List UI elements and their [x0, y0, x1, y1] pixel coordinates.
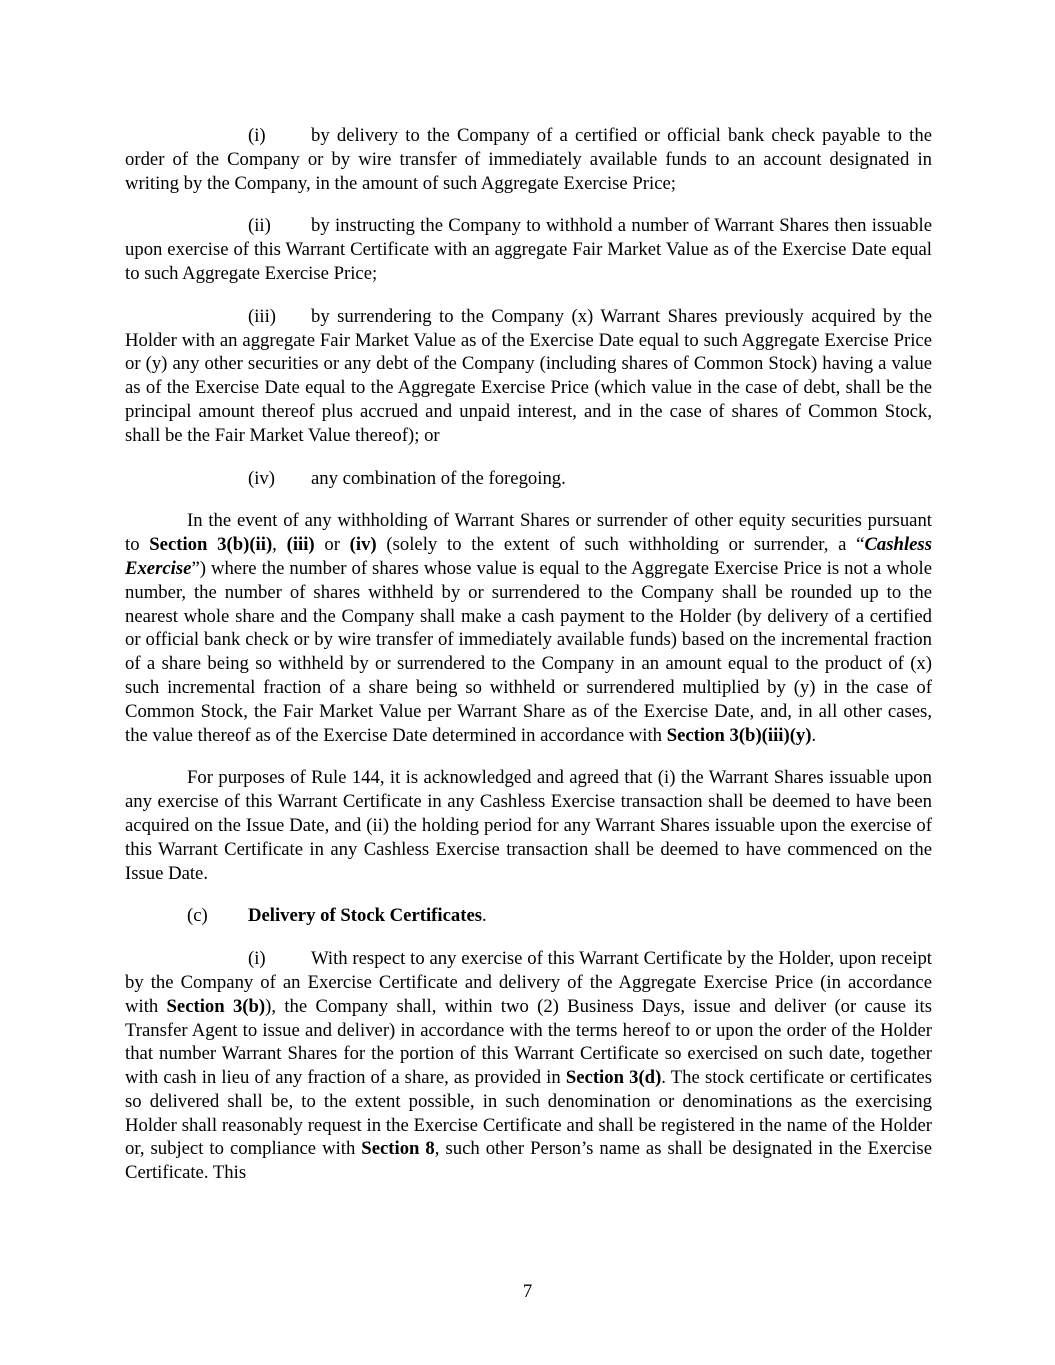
- section-ref: Section 3(b)(iii)(y): [666, 724, 812, 746]
- page-number: 7: [522, 1281, 533, 1302]
- text-run: ), the Company shall, within two (2) Business Days, issue and deliver (or cause its Transfer Agent to issue and deliver) in accordance with the terms hereof to or upon the order of the Holder that number Warrant Shares for the portion of this Warrant Certificate so exercised on such date, together with cash in lieu of any fraction of a share, as provided in: [125, 995, 932, 1089]
- section-ref: Section 3(b): [166, 995, 266, 1017]
- text-run: .: [811, 724, 817, 746]
- text-run: . The stock certificate or certificates so delivered shall be, to the extent possible, in such denomination or denominations as the exercising Holder shall reasonably request in the Exercise Certificate and shall be registered in the name of the Holder or, subject to compliance with: [125, 1067, 932, 1160]
- section-ref: Section 3(d): [565, 1067, 662, 1089]
- section-ref: Section 8: [361, 1138, 435, 1160]
- clause-text: by delivery to the Company of a certified or official bank check payable to the order of the Company or by wire transfer of immediately available funds to an account designated in writing by the Company, in the amount of such Aggregate Exercise Price;: [125, 125, 932, 194]
- clause-label: (i): [248, 125, 266, 146]
- text-run: .: [482, 905, 487, 927]
- clause-b-iii: [125, 305, 932, 448]
- defined-term: Cashless Exercise: [125, 534, 932, 579]
- clause-b-iv: [125, 467, 932, 491]
- paragraph-text: For purposes of Rule 144, it is acknowledged and agreed that (i) the Warrant Shares issuable upon any exercise of this Warrant Certificate in any Cashless Exercise transaction shall be deemed to have been acquired on the Issue Date, and (ii) the holding period for any Warrant Shares issuable upon the exercise of this Warrant Certificate in any Cashless Exercise transaction shall be deemed to have commenced on the Issue Date.: [125, 767, 932, 884]
- clause-text: by instructing the Company to withhold a number of Warrant Shares then issuable upon exercise of this Warrant Certificate with an aggregate Fair Market Value as of the Exercise Date equal to such Aggregate Exercise Price;: [125, 215, 932, 284]
- clause-b-i: [125, 124, 932, 195]
- document-body: [125, 124, 932, 1204]
- cashless-exercise-paragraph: [125, 509, 932, 747]
- section-ref: (iv): [349, 534, 377, 556]
- text-run: (solely to the extent of such withholding or surrender, a “: [376, 534, 865, 556]
- section-ref: Section 3(b)(ii): [149, 534, 273, 556]
- clause-label: (iii): [248, 305, 277, 327]
- clause-label: (i): [248, 948, 266, 970]
- section-c-heading: [125, 904, 932, 928]
- section-title: Delivery of Stock Certificates: [248, 905, 483, 927]
- text-run: , such other Person’s name as shall be designated in the Exercise Certificate. This: [125, 1138, 932, 1184]
- text-run: ”) where the number of shares whose value is equal to the Aggregate Exercise Price is not a whole number, the number of shares withheld by or surrendered to the Company shall be rounded up to the nearest whole share and the Company shall make a cash payment to the Holder (by delivery of a certified or official bank check or by wire transfer of immediately available funds) based on the incremental fraction of a share being so withheld by or surrendered to the Company in an amount equal to the product of (x) such incremental fraction of a share being so withheld or surrendered multiplied by (y) in the case of Common Stock, the Fair Market Value per Warrant Share as of the Exercise Date, and, in all other cases, the value thereof as of the Exercise Date determined in accordance with: [125, 557, 932, 746]
- text-run: In the event of any withholding of Warrant Shares or surrender of other equity securities pursuant to: [125, 510, 932, 556]
- clause-text: by surrendering to the Company (x) Warrant Shares previously acquired by the Holder with an aggregate Fair Market Value as of the Exercise Date equal to such Aggregate Exercise Price or (y) any other securities or any debt of the Company (including shares of Common Stock) having a value as of the Exercise Date equal to the Aggregate Exercise Price (which value in the case of debt, shall be the principal amount thereof plus accrued and unpaid interest, and in the case of shares of Common Stock, shall be the Fair Market Value thereof); or: [125, 305, 932, 446]
- text-run: With respect to any exercise of this Warrant Certificate by the Holder, upon receipt by the Company of an Exercise Certificate and delivery of the Aggregate Exercise Price (in accordance with: [125, 948, 932, 1017]
- clause-c-i: [125, 947, 932, 1185]
- section-label: (c): [187, 905, 208, 927]
- text-run: ,: [272, 534, 287, 556]
- rule-144-paragraph: [125, 766, 932, 885]
- clause-text: any combination of the foregoing.: [311, 467, 566, 489]
- text-run: or: [314, 534, 350, 556]
- clause-label: (ii): [248, 215, 271, 237]
- section-ref: (iii): [286, 534, 315, 556]
- clause-b-ii: [125, 214, 932, 285]
- clause-label: (iv): [248, 467, 275, 489]
